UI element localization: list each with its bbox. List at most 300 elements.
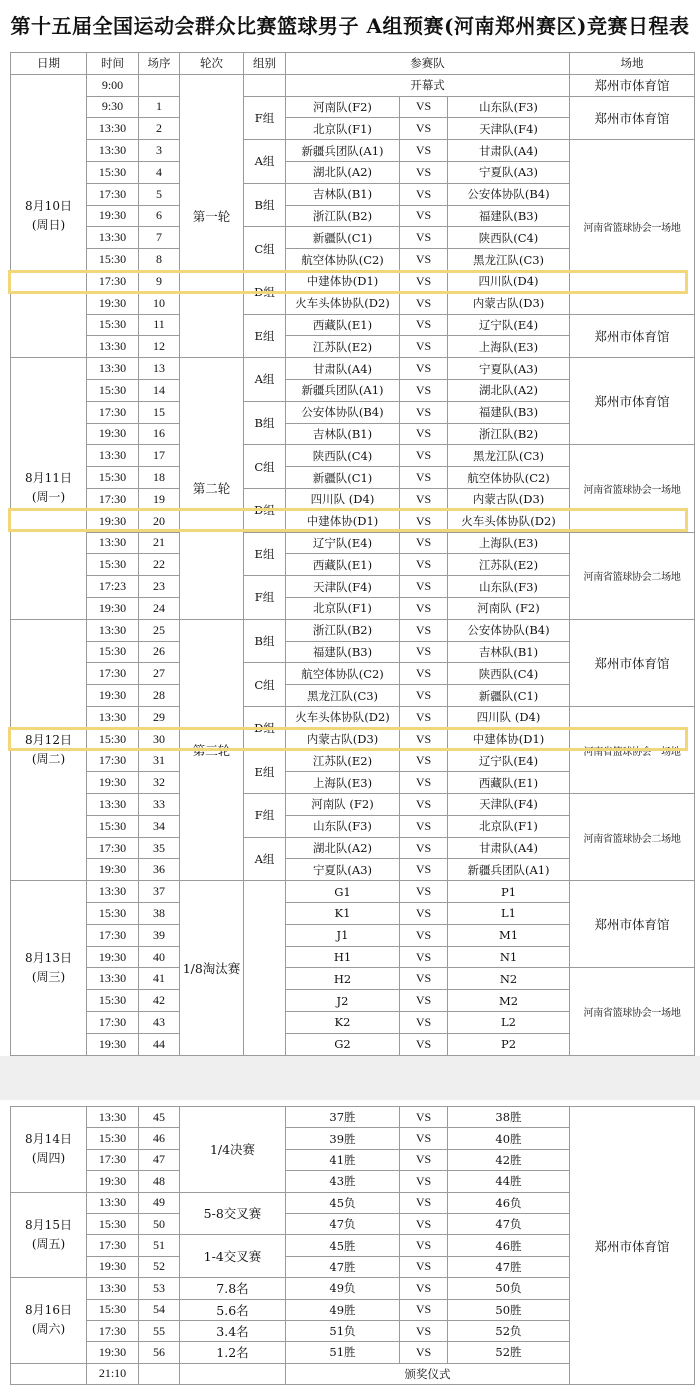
match-time: 17:30	[87, 924, 139, 946]
vs-label: VS	[400, 1278, 448, 1299]
match-number: 41	[139, 968, 180, 990]
away-team: 北京队(F1)	[448, 815, 570, 837]
round-cell: 7.8名	[180, 1278, 286, 1299]
group-cell: D组	[244, 706, 286, 750]
round-cell: 5.6名	[180, 1299, 286, 1320]
match-number: 50	[139, 1213, 180, 1234]
weekday-label: (周六)	[31, 1322, 66, 1337]
away-team: 50胜	[448, 1299, 570, 1320]
match-number: 30	[139, 728, 180, 750]
match-number: 22	[139, 554, 180, 576]
match-time: 19:30	[87, 205, 139, 227]
vs-label: VS	[400, 968, 448, 990]
vs-label: VS	[400, 379, 448, 401]
schedule-section-2	[10, 1106, 694, 1385]
home-team: 49负	[286, 1278, 400, 1299]
match-time: 13:30	[87, 1107, 139, 1128]
vs-label: VS	[400, 1299, 448, 1320]
match-time: 19:30	[87, 685, 139, 707]
vs-label: VS	[400, 467, 448, 489]
match-time: 15:30	[87, 467, 139, 489]
away-team: 天津队(F4)	[448, 794, 570, 816]
away-team: 浙江队(B2)	[448, 423, 570, 445]
group-cell: A组	[244, 837, 286, 881]
date-cell	[11, 358, 87, 620]
away-team: 38胜	[448, 1107, 570, 1128]
group-cell: B组	[244, 401, 286, 445]
vs-label: VS	[400, 1256, 448, 1277]
home-team: 41胜	[286, 1149, 400, 1170]
away-team: 陕西队(C4)	[448, 663, 570, 685]
match-number: 31	[139, 750, 180, 772]
match-time: 19:30	[87, 772, 139, 794]
vs-label: VS	[400, 837, 448, 859]
away-team: 46负	[448, 1192, 570, 1213]
match-time: 17:30	[87, 401, 139, 423]
vs-label: VS	[400, 183, 448, 205]
header-round: 轮次	[180, 53, 244, 75]
venue-cell: 河南省篮球协会一场地	[570, 445, 695, 532]
match-number: 37	[139, 881, 180, 903]
match-number: 51	[139, 1235, 180, 1256]
match-number: 43	[139, 1012, 180, 1034]
home-team: 黑龙江队(C3)	[286, 685, 400, 707]
closing-label: 颁奖仪式	[286, 1363, 570, 1384]
away-team: M2	[448, 990, 570, 1012]
home-team: 甘肃队(A4)	[286, 358, 400, 380]
match-time: 13:30	[87, 619, 139, 641]
home-team: 福建队(B3)	[286, 641, 400, 663]
match-time: 15:30	[87, 1213, 139, 1234]
match-number: 35	[139, 837, 180, 859]
header-row	[11, 53, 695, 75]
away-team: 52负	[448, 1320, 570, 1341]
away-team: 火车头体协队(D2)	[448, 510, 570, 532]
match-time: 15:30	[87, 249, 139, 271]
match-time: 19:30	[87, 597, 139, 619]
page-break	[0, 1056, 700, 1100]
match-number: 4	[139, 161, 180, 183]
home-team: 47负	[286, 1213, 400, 1234]
match-number: 12	[139, 336, 180, 358]
away-team: 山东队(F3)	[448, 96, 570, 118]
home-team: 49胜	[286, 1299, 400, 1320]
match-time: 15:30	[87, 1299, 139, 1320]
vs-label: VS	[400, 292, 448, 314]
match-number: 20	[139, 510, 180, 532]
vs-label: VS	[400, 641, 448, 663]
home-team: J1	[286, 924, 400, 946]
vs-label: VS	[400, 532, 448, 554]
home-team: 辽宁队(E4)	[286, 532, 400, 554]
vs-label: VS	[400, 140, 448, 162]
home-team: 宁夏队(A3)	[286, 859, 400, 881]
match-number: 45	[139, 1107, 180, 1128]
date-label: 8月16日	[25, 1303, 72, 1318]
opening-row	[11, 74, 695, 96]
match-time: 13:30	[87, 358, 139, 380]
vs-label: VS	[400, 772, 448, 794]
vs-label: VS	[400, 510, 448, 532]
group-cell: A组	[244, 140, 286, 184]
vs-label: VS	[400, 554, 448, 576]
home-team: 47胜	[286, 1256, 400, 1277]
match-number: 1	[139, 96, 180, 118]
vs-label: VS	[400, 815, 448, 837]
round-cell: 第二轮	[180, 358, 244, 620]
home-team: G1	[286, 881, 400, 903]
away-team: 内蒙古队(D3)	[448, 488, 570, 510]
match-number: 33	[139, 794, 180, 816]
closing-empty	[139, 1363, 180, 1384]
match-number: 24	[139, 597, 180, 619]
home-team: 西藏队(E1)	[286, 314, 400, 336]
match-time: 13:30	[87, 140, 139, 162]
vs-label: VS	[400, 990, 448, 1012]
match-time: 15:30	[87, 728, 139, 750]
opening-empty	[139, 74, 180, 96]
venue-cell: 河南省篮球协会二场地	[570, 794, 695, 881]
away-team: 辽宁队(E4)	[448, 750, 570, 772]
vs-label: VS	[400, 881, 448, 903]
home-team: 45胜	[286, 1235, 400, 1256]
match-time: 13:30	[87, 336, 139, 358]
home-team: 河南队(F2)	[286, 96, 400, 118]
vs-label: VS	[400, 1342, 448, 1363]
opening-label: 开幕式	[286, 74, 570, 96]
date-cell	[11, 1278, 87, 1364]
match-number: 16	[139, 423, 180, 445]
match-number: 8	[139, 249, 180, 271]
match-number: 53	[139, 1278, 180, 1299]
vs-label: VS	[400, 924, 448, 946]
group-cell: E组	[244, 750, 286, 794]
date-label: 8月14日	[25, 1132, 72, 1147]
home-team: 37胜	[286, 1107, 400, 1128]
match-row	[11, 968, 695, 990]
away-team: 天津队(F4)	[448, 118, 570, 140]
vs-label: VS	[400, 358, 448, 380]
match-number: 39	[139, 924, 180, 946]
home-team: 湖北队(A2)	[286, 837, 400, 859]
match-number: 13	[139, 358, 180, 380]
away-team: N1	[448, 946, 570, 968]
away-team: P2	[448, 1033, 570, 1055]
away-team: N2	[448, 968, 570, 990]
weekday-label: (周四)	[31, 1151, 66, 1166]
match-time: 17:30	[87, 663, 139, 685]
vs-label: VS	[400, 1128, 448, 1149]
match-time: 17:30	[87, 270, 139, 292]
closing-empty	[11, 1363, 87, 1384]
venue-cell: 河南省篮球协会一场地	[570, 706, 695, 793]
home-team: 新疆兵团队(A1)	[286, 140, 400, 162]
home-team: 43胜	[286, 1171, 400, 1192]
away-team: 四川队 (D4)	[448, 706, 570, 728]
vs-label: VS	[400, 619, 448, 641]
away-team: P1	[448, 881, 570, 903]
round-cell: 1/8淘汰赛	[180, 881, 244, 1055]
match-number: 5	[139, 183, 180, 205]
match-time: 15:30	[87, 641, 139, 663]
schedule-table-continued	[10, 1106, 695, 1385]
match-row	[11, 706, 695, 728]
home-team: H1	[286, 946, 400, 968]
vs-label: VS	[400, 903, 448, 925]
vs-label: VS	[400, 576, 448, 598]
away-team: 山东队(F3)	[448, 576, 570, 598]
match-row	[11, 619, 695, 641]
round-cell: 5-8交叉赛	[180, 1192, 286, 1235]
match-time: 13:30	[87, 881, 139, 903]
venue-cell: 河南省篮球协会二场地	[570, 532, 695, 619]
match-row	[11, 1107, 695, 1128]
home-team: 江苏队(E2)	[286, 336, 400, 358]
match-number: 40	[139, 946, 180, 968]
match-time: 19:30	[87, 1342, 139, 1363]
header-venue: 场地	[570, 53, 695, 75]
match-time: 15:30	[87, 990, 139, 1012]
away-team: 公安体协队(B4)	[448, 183, 570, 205]
home-team: 航空体协队(C2)	[286, 663, 400, 685]
closing-empty	[180, 1363, 286, 1384]
away-team: 黑龙江队(C3)	[448, 249, 570, 271]
away-team: 甘肃队(A4)	[448, 140, 570, 162]
match-time: 17:23	[87, 576, 139, 598]
vs-label: VS	[400, 706, 448, 728]
away-team: 辽宁队(E4)	[448, 314, 570, 336]
match-row	[11, 881, 695, 903]
vs-label: VS	[400, 794, 448, 816]
home-team: K1	[286, 903, 400, 925]
match-time: 17:30	[87, 488, 139, 510]
away-team: 新疆兵团队(A1)	[448, 859, 570, 881]
date-cell	[11, 1107, 87, 1193]
match-row	[11, 140, 695, 162]
home-team: 航空体协队(C2)	[286, 249, 400, 271]
match-number: 18	[139, 467, 180, 489]
vs-label: VS	[400, 336, 448, 358]
match-time: 15:30	[87, 1128, 139, 1149]
match-time: 17:30	[87, 1235, 139, 1256]
away-team: 上海队(E3)	[448, 532, 570, 554]
away-team: 中建体协(D1)	[448, 728, 570, 750]
match-row	[11, 445, 695, 467]
match-number: 27	[139, 663, 180, 685]
vs-label: VS	[400, 96, 448, 118]
vs-label: VS	[400, 270, 448, 292]
schedule-section-1	[10, 52, 694, 1056]
weekday-label: (周二)	[31, 752, 66, 766]
venue-cell: 河南省篮球协会一场地	[570, 968, 695, 1055]
vs-label: VS	[400, 1033, 448, 1055]
vs-label: VS	[400, 1107, 448, 1128]
group-cell: B组	[244, 183, 286, 227]
match-number: 19	[139, 488, 180, 510]
match-number: 14	[139, 379, 180, 401]
away-team: 福建队(B3)	[448, 205, 570, 227]
match-row	[11, 96, 695, 118]
away-team: 宁夏队(A3)	[448, 161, 570, 183]
away-team: 黑龙江队(C3)	[448, 445, 570, 467]
match-time: 13:30	[87, 968, 139, 990]
round-cell: 1/4决赛	[180, 1107, 286, 1193]
home-team: 45负	[286, 1192, 400, 1213]
closing-time: 21:10	[87, 1363, 139, 1384]
vs-label: VS	[400, 205, 448, 227]
home-team: 中建体协(D1)	[286, 270, 400, 292]
match-time: 15:30	[87, 314, 139, 336]
vs-label: VS	[400, 728, 448, 750]
match-time: 19:30	[87, 1171, 139, 1192]
match-number: 48	[139, 1171, 180, 1192]
away-team: 52胜	[448, 1342, 570, 1363]
home-team: 江苏队(E2)	[286, 750, 400, 772]
match-number: 46	[139, 1128, 180, 1149]
away-team: 宁夏队(A3)	[448, 358, 570, 380]
home-team: 吉林队(B1)	[286, 183, 400, 205]
home-team: 西藏队(E1)	[286, 554, 400, 576]
vs-label: VS	[400, 946, 448, 968]
match-number: 36	[139, 859, 180, 881]
match-time: 19:30	[87, 292, 139, 314]
venue-cell: 河南省篮球协会一场地	[570, 140, 695, 314]
away-team: 陕西队(C4)	[448, 227, 570, 249]
away-team: M1	[448, 924, 570, 946]
match-number: 6	[139, 205, 180, 227]
round-cell: 3.4名	[180, 1320, 286, 1341]
header-teams: 参赛队	[286, 53, 570, 75]
away-team: 吉林队(B1)	[448, 641, 570, 663]
match-time: 19:30	[87, 1256, 139, 1277]
vs-label: VS	[400, 118, 448, 140]
home-team: 中建体协(D1)	[286, 510, 400, 532]
match-time: 13:30	[87, 794, 139, 816]
match-number: 32	[139, 772, 180, 794]
home-team: H2	[286, 968, 400, 990]
match-number: 25	[139, 619, 180, 641]
home-team: 天津队(F4)	[286, 576, 400, 598]
venue-cell: 郑州市体育馆	[570, 314, 695, 358]
group-cell: E组	[244, 532, 286, 576]
home-team: 火车头体协队(D2)	[286, 706, 400, 728]
match-time: 13:30	[87, 445, 139, 467]
schedule-title: 第十五届全国运动会群众比赛篮球男子 A组预赛(河南郑州赛区)竞赛日程表	[10, 14, 690, 38]
match-row	[11, 794, 695, 816]
away-team: 西藏队(E1)	[448, 772, 570, 794]
home-team: 公安体协队(B4)	[286, 401, 400, 423]
match-number: 26	[139, 641, 180, 663]
match-number: 21	[139, 532, 180, 554]
group-cell: E组	[244, 314, 286, 358]
match-number: 38	[139, 903, 180, 925]
group-empty	[244, 881, 286, 1055]
date-label: 8月11日	[25, 471, 72, 486]
vs-label: VS	[400, 1213, 448, 1234]
match-time: 19:30	[87, 423, 139, 445]
away-team: 四川队(D4)	[448, 270, 570, 292]
home-team: 51负	[286, 1320, 400, 1341]
match-number: 44	[139, 1033, 180, 1055]
match-number: 17	[139, 445, 180, 467]
home-team: 山东队(F3)	[286, 815, 400, 837]
group-cell: F组	[244, 576, 286, 620]
schedule-table	[10, 52, 695, 1056]
group-cell: C组	[244, 445, 286, 489]
match-number: 9	[139, 270, 180, 292]
home-team: 浙江队(B2)	[286, 205, 400, 227]
away-team: 航空体协队(C2)	[448, 467, 570, 489]
date-cell	[11, 74, 87, 357]
match-number: 54	[139, 1299, 180, 1320]
away-team: 新疆队(C1)	[448, 685, 570, 707]
match-time: 15:30	[87, 161, 139, 183]
group-cell: F组	[244, 794, 286, 838]
match-time: 13:30	[87, 227, 139, 249]
venue-cell: 郑州市体育馆	[570, 96, 695, 140]
vs-label: VS	[400, 1192, 448, 1213]
match-time: 15:30	[87, 903, 139, 925]
vs-label: VS	[400, 227, 448, 249]
vs-label: VS	[400, 488, 448, 510]
venue-cell: 郑州市体育馆	[570, 358, 695, 445]
match-number: 23	[139, 576, 180, 598]
opening-empty	[244, 74, 286, 96]
match-time: 15:30	[87, 379, 139, 401]
match-time: 15:30	[87, 815, 139, 837]
vs-label: VS	[400, 445, 448, 467]
match-row	[11, 358, 695, 380]
home-team: 新疆兵团队(A1)	[286, 379, 400, 401]
group-cell: D组	[244, 488, 286, 532]
date-cell	[11, 1192, 87, 1278]
home-team: 浙江队(B2)	[286, 619, 400, 641]
match-time: 13:30	[87, 1278, 139, 1299]
away-team: 44胜	[448, 1171, 570, 1192]
away-team: 上海队(E3)	[448, 336, 570, 358]
group-cell: C组	[244, 663, 286, 707]
away-team: 50负	[448, 1278, 570, 1299]
venue-cell: 郑州市体育馆	[570, 881, 695, 968]
home-team: 内蒙古队(D3)	[286, 728, 400, 750]
date-cell	[11, 619, 87, 881]
match-number: 52	[139, 1256, 180, 1277]
vs-label: VS	[400, 423, 448, 445]
match-time: 17:30	[87, 750, 139, 772]
home-team: 陕西队(C4)	[286, 445, 400, 467]
vs-label: VS	[400, 597, 448, 619]
away-team: 46胜	[448, 1235, 570, 1256]
home-team: 吉林队(B1)	[286, 423, 400, 445]
home-team: 北京队(F1)	[286, 597, 400, 619]
round-cell: 第三轮	[180, 619, 244, 881]
match-time: 17:30	[87, 837, 139, 859]
match-time: 19:30	[87, 1033, 139, 1055]
match-number: 49	[139, 1192, 180, 1213]
header-time: 时间	[87, 53, 139, 75]
header-match-no: 场序	[139, 53, 180, 75]
match-number: 10	[139, 292, 180, 314]
weekday-label: (周三)	[31, 969, 66, 984]
away-team: 47胜	[448, 1256, 570, 1277]
weekday-label: (周一)	[31, 490, 66, 505]
match-number: 55	[139, 1320, 180, 1341]
weekday-label: (周五)	[31, 1236, 66, 1251]
away-team: 内蒙古队(D3)	[448, 292, 570, 314]
opening-time: 9:00	[87, 74, 139, 96]
vs-label: VS	[400, 161, 448, 183]
away-team: 河南队 (F2)	[448, 597, 570, 619]
